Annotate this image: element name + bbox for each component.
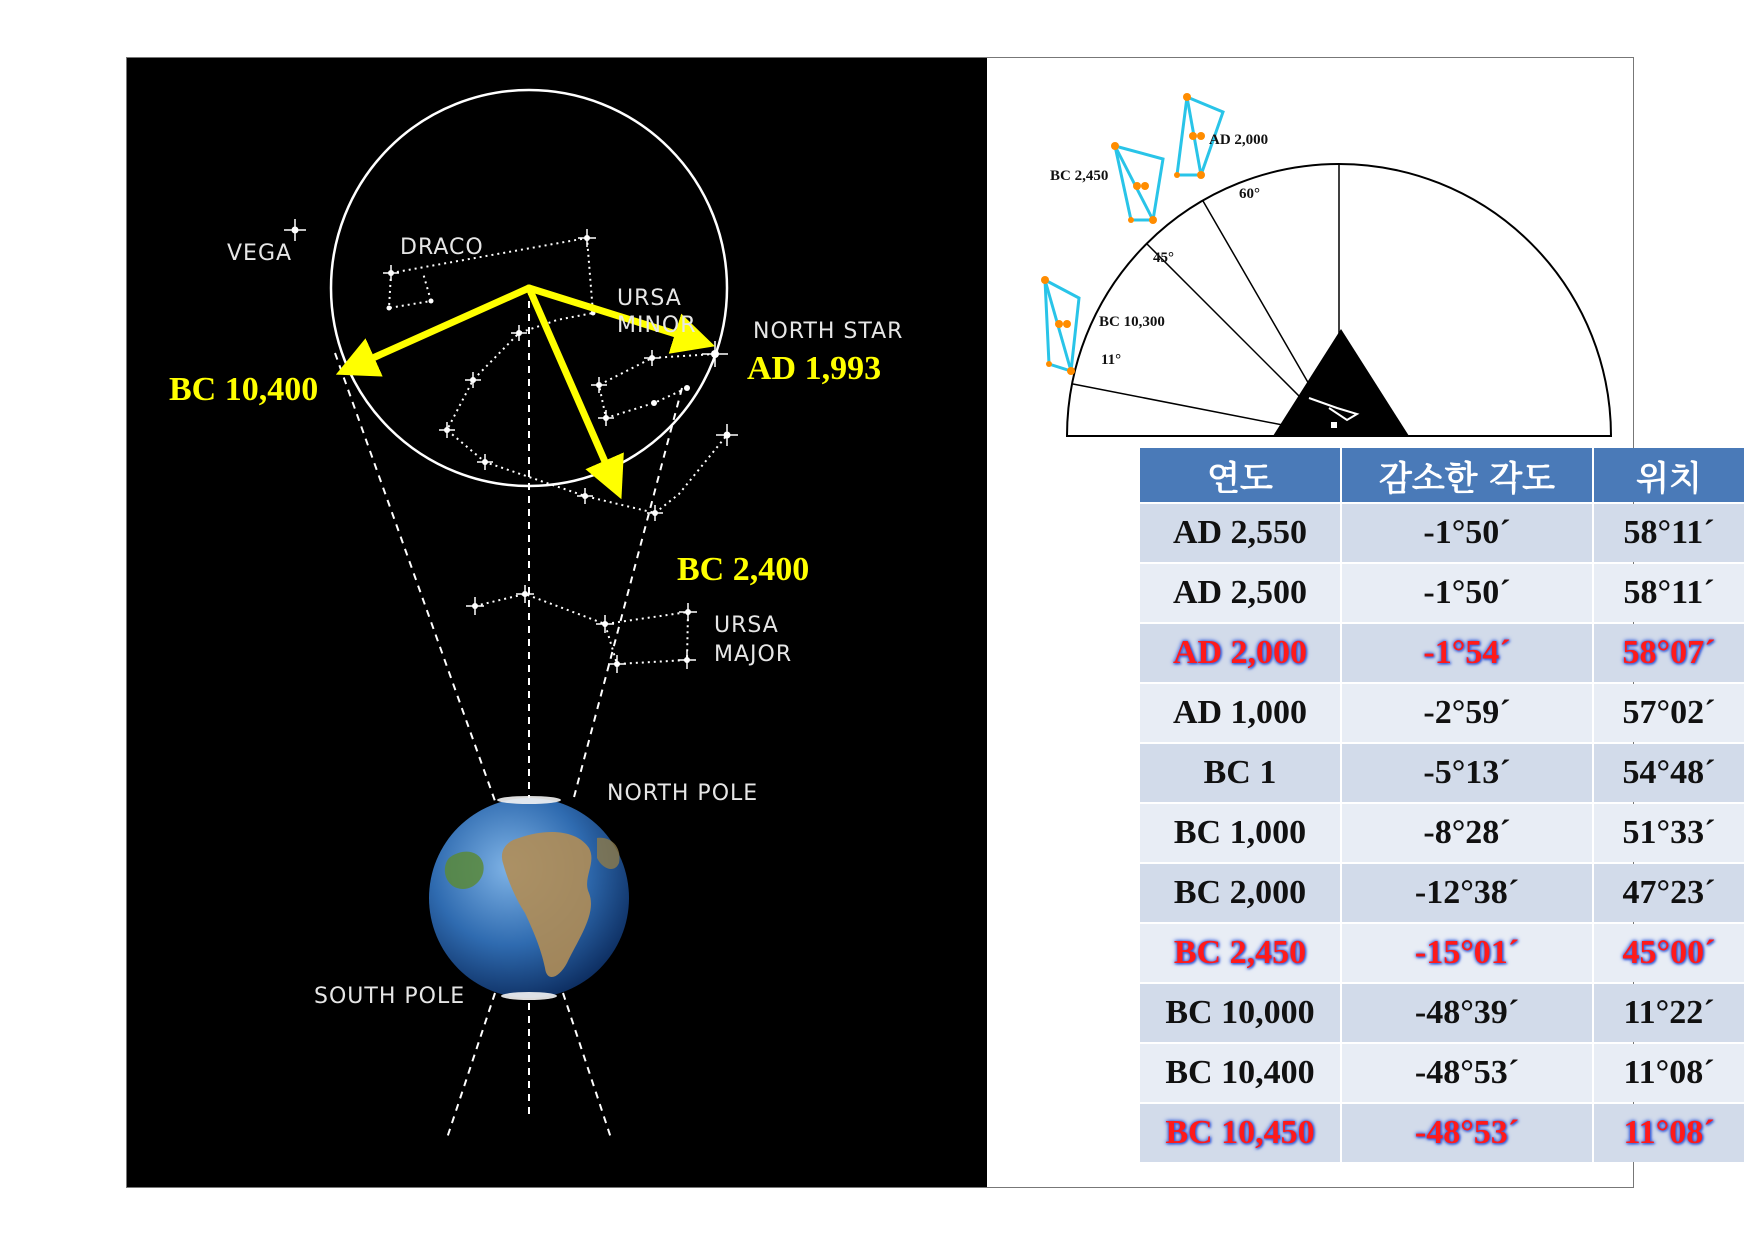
slide (126, 57, 1716, 1188)
cell-position: 57°02´ (1594, 684, 1744, 742)
cell-angle: -1°50´ (1342, 504, 1592, 562)
year-ad1993: AD 1,993 (747, 350, 882, 387)
protractor-diagram (987, 58, 1633, 446)
table-row (1140, 564, 1744, 622)
year-bc10400: BC 10,400 (169, 371, 319, 408)
cell-angle: -48°53´ (1342, 1104, 1592, 1162)
cell-position: 58°11´ (1594, 504, 1744, 562)
star (678, 651, 696, 669)
star (684, 385, 690, 391)
label-draco: DRACO (400, 235, 484, 260)
label-north-star: NORTH STAR (753, 319, 904, 344)
header-position: 위치 (1594, 448, 1744, 502)
table-row (1140, 1104, 1744, 1162)
header-year: 연도 (1140, 448, 1340, 502)
table-row (1140, 504, 1744, 562)
ursa-minor-glyph-bc10300 (1041, 276, 1079, 375)
star (387, 306, 392, 311)
cell-year: AD 1,000 (1140, 684, 1340, 742)
table-row (1140, 984, 1744, 1042)
cell-position: 45°00´ (1594, 924, 1744, 982)
cell-year: AD 2,500 (1140, 564, 1340, 622)
cell-position: 11°08´ (1594, 1104, 1744, 1162)
arrow-bc10400 (355, 288, 529, 366)
label-ursa-minor-1: URSA (617, 286, 682, 311)
cell-year: BC 1 (1140, 744, 1340, 802)
table-body (1140, 504, 1744, 1162)
star (477, 454, 493, 470)
star (578, 229, 596, 247)
year-bc2400: BC 2,400 (677, 551, 810, 588)
star (516, 585, 534, 603)
label-11deg: 11° (1101, 352, 1122, 368)
cell-year: BC 1,000 (1140, 804, 1340, 862)
ursa-minor-glyph-bc2450 (1111, 142, 1163, 224)
label-ursa-major-1: URSA (714, 613, 779, 638)
table-row (1140, 924, 1744, 982)
label-vega: VEGA (227, 241, 293, 266)
cell-year: BC 2,000 (1140, 864, 1340, 922)
star (598, 410, 614, 426)
cell-year: BC 2,450 (1140, 924, 1340, 982)
table-row (1140, 1044, 1744, 1102)
cell-year: BC 10,000 (1140, 984, 1340, 1042)
cell-angle: -1°54´ (1342, 624, 1592, 682)
label-ursa-major-2: MAJOR (714, 642, 793, 667)
star (383, 265, 399, 281)
cell-angle: -48°53´ (1342, 1044, 1592, 1102)
star (429, 299, 434, 304)
cell-position: 47°23´ (1594, 864, 1744, 922)
label-45deg: 45° (1153, 250, 1174, 266)
cell-year: BC 10,450 (1140, 1104, 1340, 1162)
star (596, 615, 614, 633)
star (679, 603, 697, 621)
star (702, 341, 728, 367)
table-row (1140, 864, 1744, 922)
table-row (1140, 624, 1744, 682)
cell-year: AD 2,550 (1140, 504, 1340, 562)
star (651, 400, 657, 406)
cell-angle: -1°50´ (1342, 564, 1592, 622)
table-header-row (1140, 448, 1744, 502)
cell-year: BC 10,400 (1140, 1044, 1340, 1102)
cell-position: 11°08´ (1594, 1044, 1744, 1102)
cell-angle: -2°59´ (1342, 684, 1592, 742)
cell-position: 11°22´ (1594, 984, 1744, 1042)
cell-position: 54°48´ (1594, 744, 1744, 802)
label-60deg: 60° (1239, 186, 1260, 202)
sky-diagram-panel (127, 58, 987, 1187)
cell-angle: -15°01´ (1342, 924, 1592, 982)
header-decreased-angle: 감소한 각도 (1342, 448, 1592, 502)
table-row (1140, 684, 1744, 742)
cell-position: 58°07´ (1594, 624, 1744, 682)
star (591, 377, 607, 393)
table-row (1140, 744, 1744, 802)
cell-angle: -8°28´ (1342, 804, 1592, 862)
label-bc10300: BC 10,300 (1099, 314, 1165, 330)
cell-angle: -12°38´ (1342, 864, 1592, 922)
earth (429, 796, 629, 1000)
star (644, 350, 660, 366)
sky-diagram (127, 58, 987, 1187)
star (466, 597, 484, 615)
precession-angle-table (1138, 446, 1746, 1164)
cell-year: AD 2,000 (1140, 624, 1340, 682)
cell-position: 58°11´ (1594, 564, 1744, 622)
label-ursa-minor-2: MINOR (617, 313, 697, 338)
cell-position: 51°33´ (1594, 804, 1744, 862)
star (716, 424, 738, 446)
table-row (1140, 804, 1744, 862)
axis-cone-lines (335, 288, 682, 1138)
star (511, 325, 527, 341)
label-north-pole: NORTH POLE (607, 781, 759, 806)
star (577, 488, 593, 504)
cell-angle: -48°39´ (1342, 984, 1592, 1042)
label-bc2450: BC 2,450 (1050, 168, 1109, 184)
label-south-pole: SOUTH POLE (314, 984, 466, 1009)
label-ad2000: AD 2,000 (1209, 132, 1269, 148)
star (284, 219, 306, 241)
cell-angle: -5°13´ (1342, 744, 1592, 802)
